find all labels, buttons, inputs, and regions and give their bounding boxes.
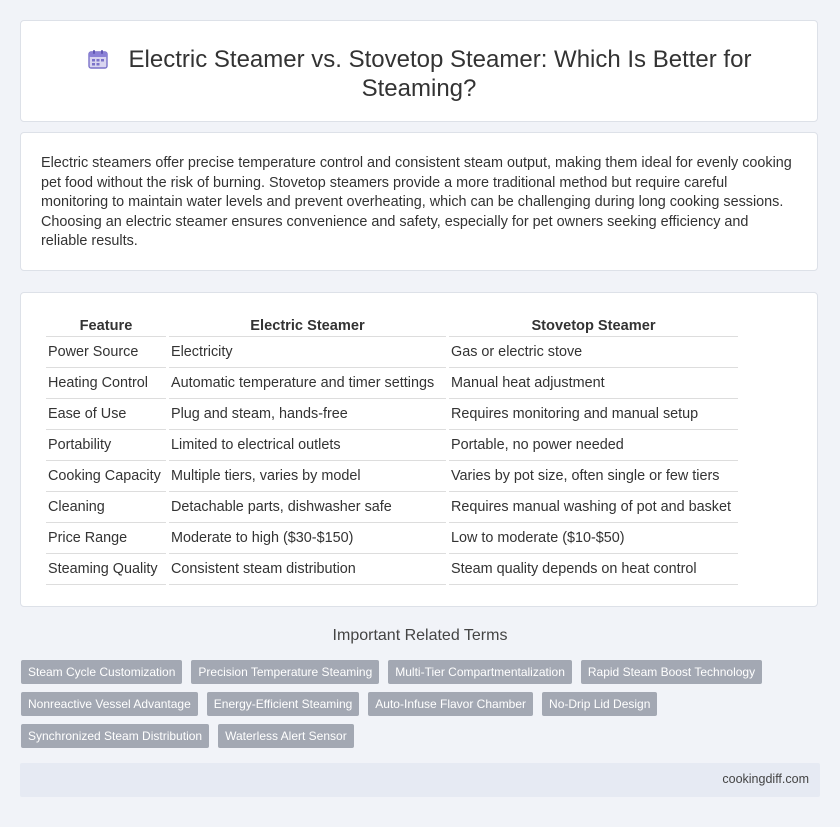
- intro-card: [20, 132, 818, 271]
- related-terms-list: [21, 660, 821, 748]
- comparison-card: [20, 292, 818, 607]
- comparison-table: [43, 313, 741, 585]
- table-row: [46, 368, 738, 399]
- related-terms-heading: Important Related Terms: [332, 627, 508, 644]
- calendar-icon: [87, 48, 109, 70]
- header-stovetop: Stovetop Steamer: [449, 313, 738, 337]
- feature-cell: Power Source: [46, 337, 166, 368]
- term-tag[interactable]: Synchronized Steam Distribution: [21, 724, 209, 748]
- electric-cell: Moderate to high ($30-$150): [169, 523, 446, 554]
- table-header-row: [46, 313, 738, 337]
- electric-cell: Plug and steam, hands-free: [169, 399, 446, 430]
- stovetop-cell: Portable, no power needed: [449, 430, 738, 461]
- feature-cell: Price Range: [46, 523, 166, 554]
- term-tag[interactable]: No-Drip Lid Design: [542, 692, 657, 716]
- footer-site[interactable]: cookingdiff.com: [722, 772, 809, 786]
- term-tag[interactable]: Nonreactive Vessel Advantage: [21, 692, 198, 716]
- intro-text: Electric steamers offer precise temperature control and consistent steam output, making them ideal for evenly cooking pet food without the risk of burning. Stovetop steamers provide a more traditional method but require careful monitoring to maintain water levels and prevent overheating, which can be challenging during long cooking sessions. Choosing an electric steamer ensures convenience and safety, especially for pet owners seeking efficiency and reliable results.: [41, 155, 792, 250]
- table-row: [46, 554, 738, 585]
- term-tag[interactable]: Waterless Alert Sensor: [218, 724, 354, 748]
- term-tag[interactable]: Auto-Infuse Flavor Chamber: [368, 692, 533, 716]
- stovetop-cell: Low to moderate ($10-$50): [449, 523, 738, 554]
- header-electric: Electric Steamer: [169, 313, 446, 337]
- table-row: [46, 492, 738, 523]
- table-row: [46, 461, 738, 492]
- term-tag[interactable]: Steam Cycle Customization: [21, 660, 182, 684]
- electric-cell: Detachable parts, dishwasher safe: [169, 492, 446, 523]
- term-tag[interactable]: Energy-Efficient Steaming: [207, 692, 360, 716]
- title-card: [20, 20, 818, 122]
- feature-cell: Cleaning: [46, 492, 166, 523]
- feature-cell: Cooking Capacity: [46, 461, 166, 492]
- page-title: Electric Steamer vs. Stovetop Steamer: Which Is Better for Steaming?: [128, 46, 752, 102]
- header-feature: Feature: [46, 313, 166, 337]
- electric-cell: Electricity: [169, 337, 446, 368]
- stovetop-cell: Manual heat adjustment: [449, 368, 738, 399]
- footer: [20, 763, 820, 797]
- table-row: [46, 523, 738, 554]
- stovetop-cell: Gas or electric stove: [449, 337, 738, 368]
- term-tag[interactable]: Multi-Tier Compartmentalization: [388, 660, 572, 684]
- feature-cell: Heating Control: [46, 368, 166, 399]
- table-row: [46, 430, 738, 461]
- stovetop-cell: Requires manual washing of pot and basket: [449, 492, 738, 523]
- stovetop-cell: Steam quality depends on heat control: [449, 554, 738, 585]
- electric-cell: Automatic temperature and timer settings: [169, 368, 446, 399]
- term-tag[interactable]: Precision Temperature Steaming: [191, 660, 379, 684]
- feature-cell: Steaming Quality: [46, 554, 166, 585]
- stovetop-cell: Varies by pot size, often single or few tiers: [449, 461, 738, 492]
- feature-cell: Portability: [46, 430, 166, 461]
- stovetop-cell: Requires monitoring and manual setup: [449, 399, 738, 430]
- term-tag[interactable]: Rapid Steam Boost Technology: [581, 660, 762, 684]
- electric-cell: Limited to electrical outlets: [169, 430, 446, 461]
- table-row: [46, 399, 738, 430]
- page-title-wrap: [21, 45, 817, 103]
- table-row: [46, 337, 738, 368]
- electric-cell: Consistent steam distribution: [169, 554, 446, 585]
- feature-cell: Ease of Use: [46, 399, 166, 430]
- electric-cell: Multiple tiers, varies by model: [169, 461, 446, 492]
